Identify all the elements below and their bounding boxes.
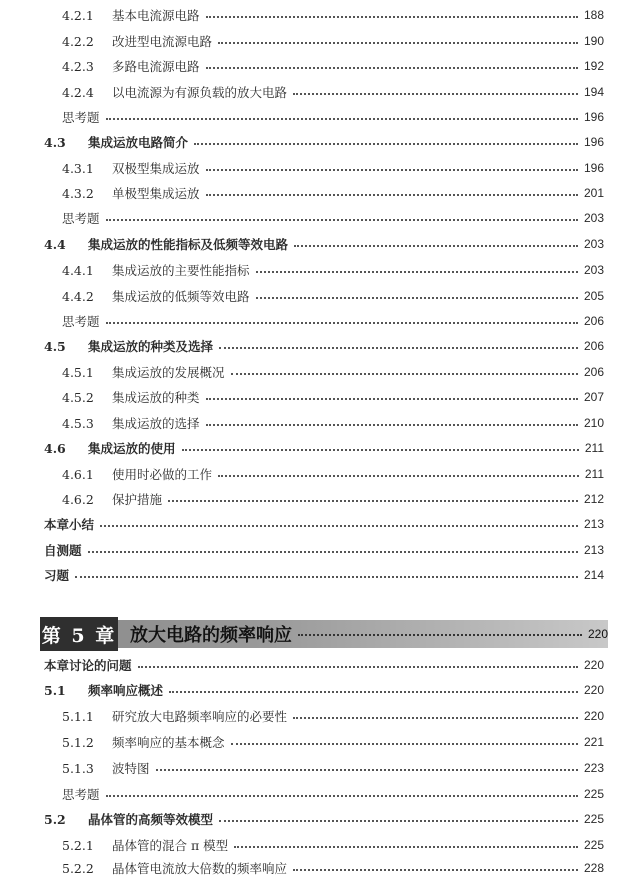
toc-page-number: 203 xyxy=(583,211,604,225)
toc-page-number: 210 xyxy=(583,416,604,430)
toc-page-number: 211 xyxy=(584,441,604,455)
chapter-title: 放大电路的频率响应 xyxy=(130,625,292,646)
leader-dots xyxy=(256,287,578,299)
leader-dots xyxy=(194,133,578,145)
toc-page-number: 225 xyxy=(583,838,604,852)
toc-page-number: 221 xyxy=(583,735,604,749)
leader-dots xyxy=(293,859,578,871)
toc-section xyxy=(44,437,604,459)
toc-entry xyxy=(62,463,604,485)
toc-number: 4.4.1 xyxy=(62,262,94,278)
toc-page-number: 206 xyxy=(583,339,604,353)
toc-number: 4.6.2 xyxy=(62,491,94,507)
toc-title: 习题 xyxy=(44,568,70,583)
toc-title: 集成运放的种类 xyxy=(112,390,200,405)
toc-title: 集成运放的低频等效电路 xyxy=(112,289,250,304)
toc-page-number: 225 xyxy=(583,787,604,801)
toc-title: 本章讨论的问题 xyxy=(44,658,132,673)
leader-dots xyxy=(206,159,578,171)
chapter-title-line xyxy=(130,620,608,648)
toc-title: 使用时必做的工作 xyxy=(112,467,213,482)
toc-number: 4.5 xyxy=(44,338,66,354)
toc-number: 4.3.1 xyxy=(62,160,94,176)
toc-page-number: 213 xyxy=(583,543,604,557)
toc-page-number: 201 xyxy=(583,186,604,200)
leader-dots xyxy=(138,656,578,668)
leader-dots xyxy=(75,566,578,578)
toc-number: 5.1.1 xyxy=(62,708,94,724)
leader-dots xyxy=(294,235,578,247)
toc-number: 4.3.2 xyxy=(62,185,94,201)
toc-section xyxy=(44,654,604,676)
toc-number: 4.4.2 xyxy=(62,288,94,304)
toc-number: 4.5.3 xyxy=(62,415,94,431)
toc-title: 集成运放的选择 xyxy=(112,416,200,431)
leader-dots xyxy=(169,681,578,693)
toc-section xyxy=(44,539,604,561)
toc-page-number: 203 xyxy=(583,263,604,277)
leader-dots xyxy=(106,785,578,797)
leader-dots xyxy=(218,32,578,44)
leader-dots xyxy=(100,515,578,527)
toc-number: 4.4 xyxy=(44,236,66,252)
toc-entry xyxy=(62,81,604,103)
toc-entry xyxy=(62,412,604,434)
toc-entry xyxy=(62,259,604,281)
toc-entry xyxy=(62,30,604,52)
toc-title: 晶体管的高频等效模型 xyxy=(88,812,214,827)
toc-page-number: 203 xyxy=(583,237,604,251)
toc-entry xyxy=(62,834,604,856)
toc-entry xyxy=(62,857,604,879)
toc-title: 晶体管的混合 π 模型 xyxy=(112,838,229,853)
toc-page-number: 190 xyxy=(583,34,604,48)
toc-number: 4.2.2 xyxy=(62,33,94,49)
toc-page-number: 214 xyxy=(583,568,604,582)
toc-title: 以电流源为有源负载的放大电路 xyxy=(112,85,288,100)
toc-number: 5.2.1 xyxy=(62,837,94,853)
toc-page-number: 220 xyxy=(583,709,604,723)
toc-page-number: 188 xyxy=(583,8,604,22)
toc-title: 思考题 xyxy=(62,787,100,802)
toc-title: 集成运放电路简介 xyxy=(88,135,189,150)
toc-entry xyxy=(62,55,604,77)
toc-entry xyxy=(62,4,604,26)
toc-title: 集成运放的种类及选择 xyxy=(88,339,214,354)
toc-number: 4.2.4 xyxy=(62,84,94,100)
leader-dots xyxy=(293,83,578,95)
toc-entry xyxy=(62,731,604,753)
leader-dots xyxy=(106,312,578,324)
leader-dots xyxy=(206,6,578,18)
toc-number: 4.3 xyxy=(44,134,66,150)
toc-number: 5.1 xyxy=(44,682,66,698)
toc-title: 多路电流源电路 xyxy=(112,59,200,74)
toc-title: 频率响应概述 xyxy=(88,683,164,698)
toc-number: 4.6 xyxy=(44,440,66,456)
toc-number: 5.2 xyxy=(44,811,66,827)
toc-section xyxy=(44,679,604,701)
toc-title: 思考题 xyxy=(62,110,100,125)
toc-number: 4.5.1 xyxy=(62,364,94,380)
toc-section xyxy=(44,513,604,535)
leader-dots xyxy=(256,261,578,273)
toc-entry xyxy=(62,310,604,332)
toc-title: 集成运放的使用 xyxy=(88,441,176,456)
leader-dots xyxy=(293,707,578,719)
toc-page-number: 206 xyxy=(583,365,604,379)
leader-dots xyxy=(106,108,578,120)
toc-title: 基本电流源电路 xyxy=(112,8,200,23)
toc-page-number: 196 xyxy=(583,110,604,124)
chapter-page-number: 220 xyxy=(587,627,608,641)
toc-title: 波特图 xyxy=(112,761,150,776)
toc-entry xyxy=(62,783,604,805)
toc-entry xyxy=(62,157,604,179)
toc-title: 本章小结 xyxy=(44,517,95,532)
toc-section xyxy=(44,564,604,586)
leader-dots xyxy=(218,465,579,477)
toc-title: 双极型集成运放 xyxy=(112,161,200,176)
toc-number: 4.2.1 xyxy=(62,7,94,23)
toc-page-number: 220 xyxy=(583,658,604,672)
toc-page-number: 223 xyxy=(583,761,604,775)
toc-page-number: 206 xyxy=(583,314,604,328)
toc-title: 思考题 xyxy=(62,314,100,329)
toc-section xyxy=(44,335,604,357)
leader-dots xyxy=(156,759,578,771)
toc-number: 5.1.2 xyxy=(62,734,94,750)
toc-title: 晶体管电流放大倍数的频率响应 xyxy=(112,861,288,876)
toc-section xyxy=(44,233,604,255)
leader-dots xyxy=(206,184,578,196)
toc-title: 单极型集成运放 xyxy=(112,186,200,201)
toc-page-number: 225 xyxy=(583,812,604,826)
toc-section xyxy=(44,131,604,153)
leader-dots xyxy=(106,209,578,221)
toc-entry xyxy=(62,488,604,510)
toc-number: 5.1.3 xyxy=(62,760,94,776)
toc-entry xyxy=(62,757,604,779)
toc-page-number: 196 xyxy=(583,161,604,175)
toc-entry xyxy=(62,207,604,229)
toc-page-number: 220 xyxy=(583,683,604,697)
toc-number: 5.2.2 xyxy=(62,860,94,876)
leader-dots xyxy=(231,733,578,745)
leader-dots xyxy=(234,836,578,848)
toc-title: 研究放大电路频率响应的必要性 xyxy=(112,709,288,724)
toc-title: 保护措施 xyxy=(112,492,163,507)
toc-page-number: 207 xyxy=(583,390,604,404)
chapter-number: 第 5 章 xyxy=(40,617,118,651)
toc-page-number: 192 xyxy=(583,59,604,73)
leader-dots xyxy=(219,337,578,349)
toc-page-number: 205 xyxy=(583,289,604,303)
toc-page-number: 228 xyxy=(583,861,604,875)
toc-number: 4.6.1 xyxy=(62,466,94,482)
toc-entry xyxy=(62,182,604,204)
toc-number: 4.5.2 xyxy=(62,389,94,405)
toc-title: 集成运放的性能指标及低频等效电路 xyxy=(88,237,289,252)
leader-dots xyxy=(88,541,578,553)
toc-title: 集成运放的主要性能指标 xyxy=(112,263,250,278)
leader-dots xyxy=(168,490,578,502)
leader-dots xyxy=(206,388,578,400)
leader-dots xyxy=(206,414,578,426)
leader-dots xyxy=(231,363,578,375)
leader-dots xyxy=(298,624,582,636)
toc-entry xyxy=(62,106,604,128)
toc-entry xyxy=(62,386,604,408)
leader-dots xyxy=(219,810,578,822)
toc-entry xyxy=(62,285,604,307)
toc-title: 自测题 xyxy=(44,543,82,558)
leader-dots xyxy=(182,439,579,451)
toc-title: 改进型电流源电路 xyxy=(112,34,213,49)
toc-section xyxy=(44,808,604,830)
toc-number: 4.2.3 xyxy=(62,58,94,74)
toc-page-number: 212 xyxy=(583,492,604,506)
toc-title: 思考题 xyxy=(62,211,100,226)
leader-dots xyxy=(206,57,578,69)
toc-entry xyxy=(62,705,604,727)
toc-page-number: 213 xyxy=(583,517,604,531)
toc-entry xyxy=(62,361,604,383)
toc-title: 集成运放的发展概况 xyxy=(112,365,225,380)
toc-page-number: 196 xyxy=(583,135,604,149)
toc-page-number: 211 xyxy=(584,467,604,481)
toc-page-number: 194 xyxy=(583,85,604,99)
toc-title: 频率响应的基本概念 xyxy=(112,735,225,750)
